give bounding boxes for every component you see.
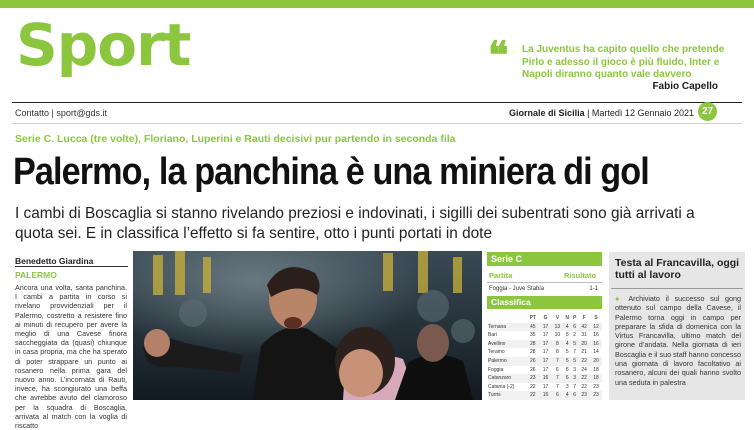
standings-cell: 23: [526, 374, 540, 383]
standings-cell: 21: [581, 349, 587, 356]
standings-col-header: S: [594, 315, 598, 321]
article-dateline: PALERMO: [15, 270, 57, 280]
standings-cell: 8: [565, 366, 569, 373]
standings-cell: 23: [590, 391, 602, 400]
standings-cell: 22: [581, 383, 587, 390]
standings-cell: 5: [565, 349, 569, 356]
standings-team: Catanzaro: [488, 374, 526, 383]
standings-row: [488, 391, 602, 400]
sidebar-box-rule: [611, 288, 743, 289]
standings-cell: 16: [590, 340, 602, 349]
standings-cell: 42: [578, 323, 590, 332]
standings-cell: 22: [578, 357, 590, 366]
standings-cell: 22: [530, 383, 536, 390]
standings-cell: 20: [578, 340, 590, 349]
col-match-header: Partita: [489, 271, 513, 280]
standings-cell: 5: [571, 357, 578, 366]
article-photo: [133, 251, 482, 400]
standings-cell: 45: [526, 323, 540, 332]
standings-team: Avellino: [488, 340, 526, 349]
standings-cell: 3: [573, 366, 577, 373]
standings-team: Ternana: [488, 323, 526, 332]
standings-cell: 16: [540, 374, 552, 383]
standings-header-row: [488, 314, 602, 323]
standings-cell: 7: [556, 383, 559, 390]
standings-cell: 23: [578, 391, 590, 400]
standings-cell: 10: [554, 332, 561, 339]
standings-row: [488, 331, 602, 340]
standings-cell: 17: [540, 357, 552, 366]
standings-team: Teramo: [488, 349, 505, 356]
section-logo: Sport: [16, 11, 191, 79]
results-rule: [487, 282, 602, 283]
standings-cell: 12: [590, 323, 602, 332]
standings-cell: 22: [578, 374, 590, 383]
standings-cell: 4: [563, 323, 571, 332]
standings-team: Foggia: [488, 366, 504, 373]
standings-cell: 5: [571, 340, 578, 349]
standings-cell: 8: [556, 349, 559, 356]
quote-author: Fabio Capello: [652, 81, 718, 92]
standings-col-header: [488, 314, 526, 323]
article-headline: Palermo, la panchina è una miniera di gol: [13, 151, 649, 193]
standings-col-header: N: [565, 315, 570, 321]
issue-date: Martedì 12 Gennaio 2021: [591, 108, 694, 118]
page-number-badge: 27: [698, 102, 717, 121]
standings-cell: 28: [526, 340, 540, 349]
standings-team: Bari: [488, 332, 497, 339]
header-divider: [12, 123, 742, 124]
photo-players-celebrating: [133, 251, 482, 400]
article-body: Ancora una volta, santa panchina. I cambi a partita in corso si rivelano provvidenziali per il Palermo, costretto a resistere fino ai minuti di recupero per avere la meglio di una Cavese finora saccheggiata da (quasi) chiunque in casa propria, ma che ha sperato di poter strappare un punto ai rosanero nella prima gara del nuovo anno. L’incornata di Rauti, invece, ha scongiurato una beffa che avrebbe avuto del clamoroso per la squadra di Boscaglia, arrivata al match con la voglia di riscatto: [15, 283, 127, 430]
standings-cell: 5: [563, 357, 571, 366]
standings-cell: 16: [540, 391, 552, 400]
standings-col-header: P: [572, 315, 577, 321]
masthead: Giornale di Sicilia | Martedì 12 Gennaio 2021: [509, 108, 694, 118]
standings-cell: 35: [530, 332, 536, 339]
standings-cell: 28: [530, 349, 536, 356]
article-summary: I cambi di Boscaglia si stanno rivelando preziosi e indovinati, i sigilli dei subentrati sono già arrivati a quota sei. E in classifica l’effetto si fa sentire, otto i punti portati in dote: [15, 205, 695, 242]
standings-row: [488, 340, 602, 349]
standings-team: Turris: [488, 391, 526, 400]
top-accent-bar: [0, 0, 754, 8]
sidebar-box-body: Archiviato il successo sul gong ottenuto sul campo della Cavese, il Palermo torna oggi in campo per preparare la sfida di domenica con la Virtus Francavilla, ultimo match del girone d’andata. Nella giornata di ieri Boscaglia e il suo staff hanno concesso una giornata di lavoro facoltativo ai rosanero, alcuni dei quali hanno svolto una seduta in palestra: [615, 294, 741, 387]
standings-cell: 7: [551, 357, 563, 366]
standings-title: Classifica: [491, 297, 531, 307]
standings-cell: 2: [573, 332, 577, 339]
standings-team: Catania (-2): [488, 383, 515, 390]
standings-cell: 4: [563, 340, 571, 349]
standings-cell: 20: [590, 357, 602, 366]
standings-team: Palermo: [488, 357, 526, 366]
standings-cell: 6: [571, 391, 578, 400]
standings-col-header: F: [582, 315, 586, 321]
standings-cell: 6: [556, 366, 559, 373]
standings-cell: 18: [590, 374, 602, 383]
standings-row: [488, 357, 602, 366]
standings-col-header: G: [543, 315, 548, 321]
bullet-icon: ●: [615, 294, 624, 303]
standings-row: [488, 366, 602, 375]
standings-row: [488, 323, 602, 332]
standings-col-header: V: [555, 315, 560, 321]
standings-cell: 26: [526, 357, 540, 366]
quote-mark-icon: ❝: [488, 32, 509, 77]
standings-cell: 23: [593, 383, 599, 390]
contact-line: Contatto | sport@gds.it: [15, 108, 108, 118]
standings-cell: 22: [526, 391, 540, 400]
header-rule: [12, 102, 742, 103]
standings-row: [488, 374, 602, 383]
standings-col-header: PT: [529, 315, 536, 321]
standings-cell: 3: [565, 383, 569, 390]
standings-cell: 31: [581, 332, 587, 339]
standings-cell: 17: [540, 323, 552, 332]
standings-cell: 17: [542, 349, 549, 356]
standings-table: [488, 314, 602, 400]
standings-cell: 6: [551, 391, 563, 400]
standings-row: [488, 348, 602, 357]
sidebar-box-text: [615, 294, 741, 400]
standings-cell: 26: [530, 366, 536, 373]
standings-cell: 17: [542, 332, 549, 339]
standings-cell: 6: [571, 323, 578, 332]
match-row: [489, 285, 601, 293]
match-teams: Foggia - Juve Stabia: [489, 286, 545, 292]
standings-cell: 6: [563, 374, 571, 383]
standings-cell: 17: [542, 383, 549, 390]
standings-cell: 3: [571, 374, 578, 383]
standings-cell: 5: [565, 332, 569, 339]
standings-row: [488, 383, 602, 392]
article-kicker: Serie C. Lucca (tre volte), Floriano, Luperini e Rauti decisivi pur partendo in seconda fila: [15, 133, 456, 145]
standings-cell: 14: [593, 349, 599, 356]
standings-cell: 24: [581, 366, 587, 373]
results-title: Serie C: [491, 254, 523, 264]
newspaper-name: Giornale di Sicilia: [509, 108, 585, 118]
standings-cell: 7: [551, 374, 563, 383]
sidebar-box-title: Testa al Francavilla, oggi tutti al lavoro: [615, 257, 740, 281]
author-rule: [15, 266, 128, 267]
pull-quote: La Juventus ha capito quello che pretende Pirlo e adesso il gioco è più fluido, Inter e Napoli diranno quanto vale davvero: [522, 44, 725, 80]
standings-cell: 17: [540, 340, 552, 349]
standings-cell: 16: [593, 332, 599, 339]
article-author: Benedetto Giardina: [15, 256, 94, 266]
standings-cell: 13: [551, 323, 563, 332]
standings-cell: 8: [551, 340, 563, 349]
standings-cell: 4: [563, 391, 571, 400]
standings-cell: 17: [542, 366, 549, 373]
match-result: 1-1: [589, 286, 598, 292]
standings-cell: 18: [593, 366, 599, 373]
standings-cell: 7: [573, 383, 577, 390]
standings-cell: 7: [573, 349, 577, 356]
col-result-header: Risultato: [564, 271, 597, 280]
